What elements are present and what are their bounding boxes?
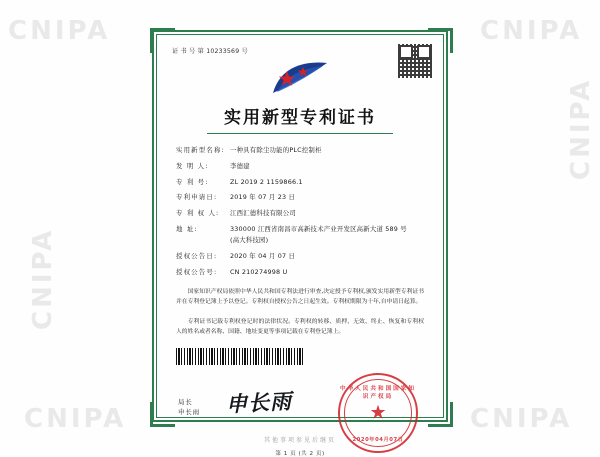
field-value: 李德建	[230, 161, 250, 170]
cnipa-emblem-icon	[263, 59, 337, 99]
body-paragraph: 专利证书记载专利权登记时的法律状况。专利权的转移、质押、无效、终止、恢复和专利权人的姓名或者名称、国籍、地址变更等事项记载在专利登记簿上。	[176, 319, 424, 336]
field-label: 实用新型名称:	[176, 146, 225, 154]
field-value-main: 330000 江西省南昌市高新技术产业开发区高新大道 589 号	[230, 224, 407, 233]
field-label: 专 利 号:	[176, 177, 209, 186]
seal-arc-bottom: 2020年04月07日	[352, 436, 404, 443]
director-signature: 申长雨	[225, 387, 293, 417]
field-row	[176, 146, 426, 155]
seal-arc-top: 中华人民共和国国家知识产权局	[340, 385, 416, 400]
barcode	[176, 348, 304, 365]
field-value-sub: (高大科技园)	[230, 236, 269, 245]
field-value: ZL 2019 2 1159866.1	[230, 177, 303, 186]
field-value: CN 210274998 U	[230, 267, 288, 276]
field-value: 一种具有除尘功能的PLC控制柜	[230, 146, 322, 154]
field-value	[230, 225, 426, 246]
page-number: 第 1 页 (共 2 页)	[275, 450, 325, 457]
field-label: 地 址:	[176, 224, 198, 233]
field-label: 授权公告日:	[176, 251, 218, 260]
watermark-text: CNIPA	[24, 404, 127, 434]
serial-line	[172, 46, 436, 55]
field-label: 专利申请日:	[176, 193, 218, 202]
title-divider	[207, 133, 393, 134]
field-row	[176, 252, 426, 261]
watermark-text: CNIPA	[470, 404, 573, 434]
body-paragraph: 国家知识产权局依照中华人民共和国专利法进行审查,决定授予专利权,颁发实用新型专利证书并在专利登记簿上予以登记。专利权自授权公告之日起生效。专利权期限为十年,自申请日起算。	[176, 289, 424, 306]
watermark-text: CNIPA	[480, 16, 583, 46]
page-title: 实用新型专利证书	[224, 108, 376, 128]
seal-star-icon: ★	[369, 401, 387, 424]
watermark-text: CNIPA	[566, 77, 596, 180]
watermark-text: CNIPA	[28, 227, 58, 330]
field-label: 授权公告号:	[176, 267, 218, 276]
emblem-container	[164, 59, 436, 101]
field-row	[176, 193, 426, 202]
signature-label	[178, 397, 200, 418]
field-value: 2019 年 07 月 23 日	[230, 193, 296, 202]
footnote: 其他事项参见后继页	[263, 437, 336, 444]
watermark-text: CNIPA	[8, 16, 111, 46]
field-label: 专 利 权 人:	[176, 209, 220, 218]
signature-label-line1: 局长	[178, 397, 193, 406]
field-row	[176, 225, 426, 246]
field-value: 2020 年 04 月 07 日	[230, 251, 296, 260]
field-row	[176, 162, 426, 171]
field-label: 发 明 人:	[176, 161, 209, 170]
field-row	[176, 178, 426, 187]
fields-list	[176, 146, 426, 277]
serial-label: 证 书 号 第	[172, 48, 205, 55]
field-row	[176, 268, 426, 277]
serial-number: 10233569 号	[206, 48, 248, 55]
signature-label-line2: 申长雨	[178, 407, 201, 416]
field-row	[176, 209, 426, 218]
field-value: 江西汇德科技有限公司	[230, 209, 296, 218]
